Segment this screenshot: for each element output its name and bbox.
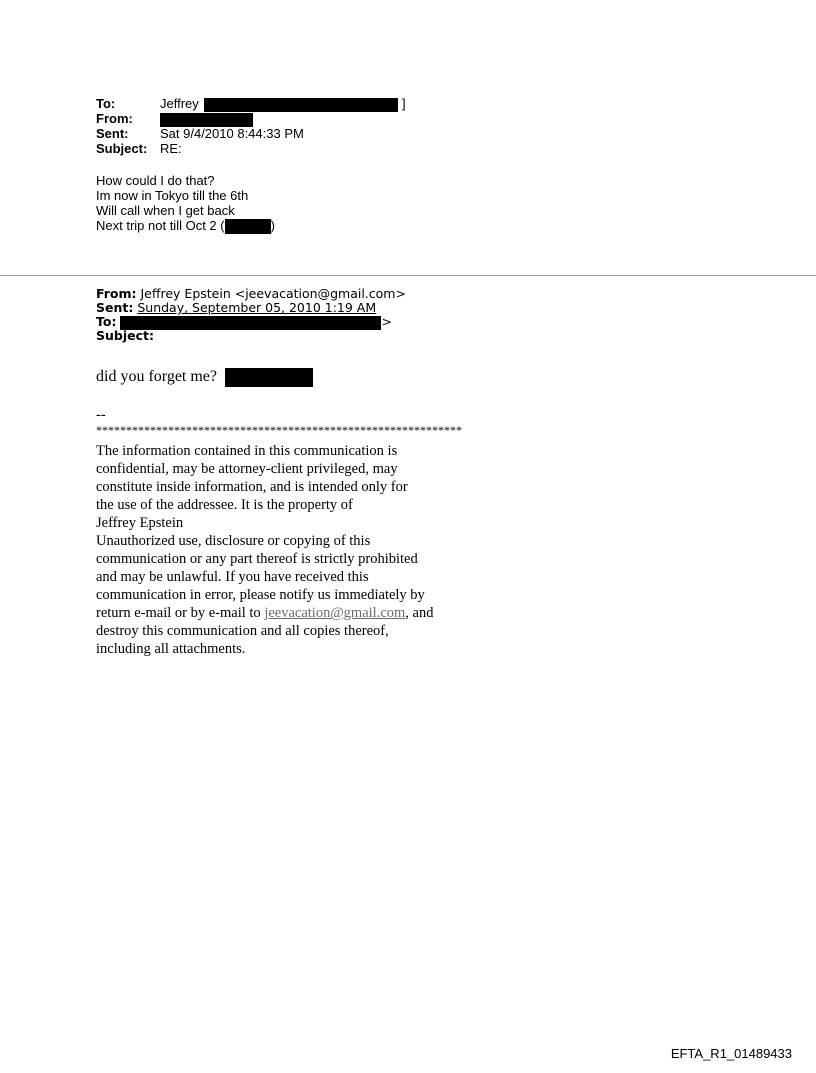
reply-body: [96, 173, 275, 234]
original-from-row: [96, 287, 406, 301]
reply-from-label: From:: [96, 111, 133, 126]
disclaimer-line: return e-mail or by e-mail to jeevacation@gmail.com, and: [96, 605, 434, 621]
disclaimer-line: communication or any part thereof is strictly prohibited: [96, 551, 418, 567]
redaction-block: [225, 368, 313, 387]
redaction-block: [120, 316, 381, 330]
original-subject-row: [96, 329, 406, 343]
disclaimer-line: constitute inside information, and is intended only for: [96, 479, 408, 495]
original-sent-row: [96, 301, 406, 315]
disclaimer-line: and may be unlawful. If you have received this: [96, 569, 369, 585]
disclaimer-line: Unauthorized use, disclosure or copying of this: [96, 533, 371, 549]
reply-body-line: Next trip not till Oct 2 ( ): [96, 218, 275, 233]
original-sent-value: Sunday, September 05, 2010 1:19 AM: [137, 300, 377, 315]
reply-body-line: Im now in Tokyo till the 6th: [96, 188, 249, 203]
reply-subject-value: RE:: [160, 141, 182, 156]
reply-subject-label: Subject:: [96, 141, 148, 156]
redaction-block: [225, 219, 271, 234]
original-sent-label: Sent:: [96, 300, 134, 315]
original-to-label: To:: [96, 314, 117, 329]
original-from-label: From:: [96, 286, 137, 301]
original-subject-label: Subject:: [96, 328, 154, 343]
disclaimer-line: confidential, may be attorney-client privileged, may: [96, 461, 398, 477]
disclaimer-line: The information contained in this communication is: [96, 443, 398, 459]
email-link[interactable]: jeevacation@gmail.com: [264, 605, 406, 621]
disclaimer-line: the use of the addressee. It is the property of: [96, 497, 353, 513]
reply-body-line: How could I do that?: [96, 173, 215, 188]
disclaimer-line: including all attachments.: [96, 641, 246, 657]
reply-body-line: Will call when I get back: [96, 203, 235, 218]
original-from-value: Jeffrey Epstein <jeevacation@gmail.com>: [140, 286, 406, 301]
reply-to-label: To:: [96, 96, 116, 111]
original-message-text: did you forget me?: [96, 368, 218, 386]
disclaimer-line: communication in error, please notify us immediately by: [96, 587, 425, 603]
reply-sent-value: Sat 9/4/2010 8:44:33 PM: [160, 126, 304, 141]
original-message: [96, 368, 313, 387]
disclaimer-line: Jeffrey Epstein: [96, 515, 184, 531]
reply-sent-label: Sent:: [96, 126, 129, 141]
redaction-block: [204, 98, 398, 112]
reply-to-suffix: ]: [402, 96, 406, 111]
signature-separator: --: [96, 407, 106, 423]
original-header: [96, 287, 406, 343]
original-to-row: [96, 315, 406, 329]
disclaimer: [96, 406, 462, 658]
disclaimer-line: destroy this communication and all copies thereof,: [96, 623, 389, 639]
message-divider: [0, 275, 816, 276]
reply-to-value: Jeffrey: [160, 96, 199, 111]
redaction-block: [160, 113, 253, 127]
original-to-suffix: >: [381, 314, 392, 329]
document-id: EFTA_R1_01489433: [670, 1046, 792, 1061]
signature-stars: *************************************************************: [96, 423, 462, 437]
